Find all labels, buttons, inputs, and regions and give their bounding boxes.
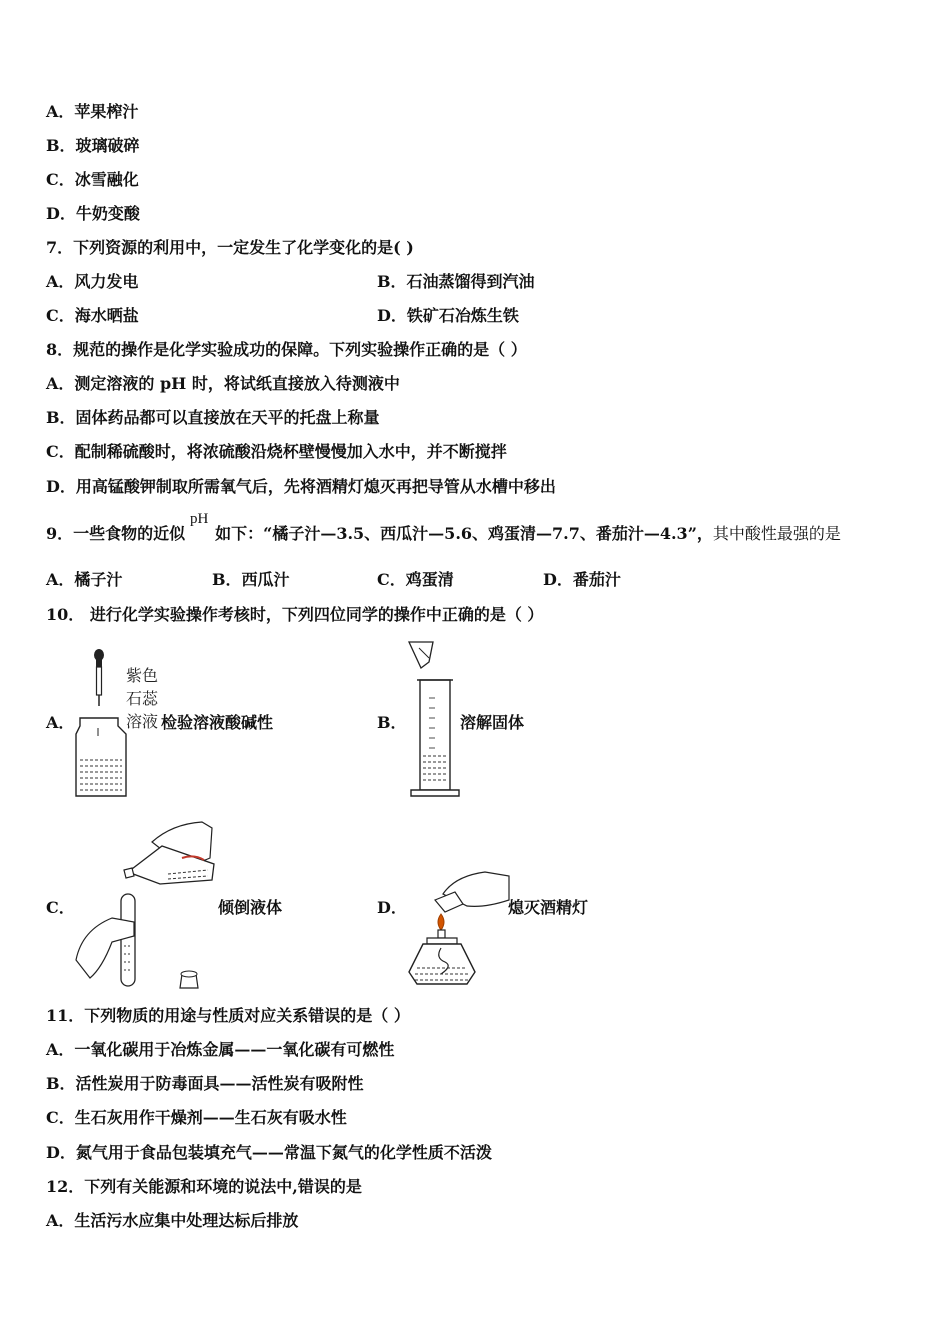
q11-option-c: C．生石灰用作干燥剂——生石灰有吸水性 (46, 1108, 347, 1127)
q11-option-d: D．氮气用于食品包装填充气——常温下氮气的化学性质不活泼 (46, 1143, 492, 1162)
q9-stem-end: 其中酸性最强的是 (712, 524, 841, 543)
dropper-label-line1: 紫色 (126, 666, 159, 685)
q10-a-caption: 检验溶液酸碱性 (161, 713, 274, 732)
q9-option-b: B．西瓜汁 (212, 570, 290, 589)
q7-option-b: B．石油蒸馏得到汽油 (377, 272, 535, 291)
dropper-label-line2: 石蕊 (126, 689, 159, 708)
q11-option-b: B．活性炭用于防毒面具——活性炭有吸附性 (46, 1074, 364, 1093)
q9-option-c: C．鸡蛋清 (377, 570, 454, 589)
q10-c-caption: 倾倒液体 (218, 898, 283, 917)
q6-option-d: D．牛奶变酸 (46, 204, 140, 223)
q8-option-c: C．配制稀硫酸时，将浓硫酸沿烧杯壁慢慢加入水中，并不断搅拌 (46, 442, 507, 461)
q12-stem: 12．下列有关能源和环境的说法中,错误的是 (46, 1177, 362, 1196)
q9-stem-mid: 如下：“橘子汁—3.5、西瓜汁—5.6、鸡蛋清—7.7、番茄汁—4.3”， (215, 524, 713, 543)
q8-option-a: A．测定溶液的 pH 时，将试纸直接放入待测液中 (46, 374, 400, 393)
q9-ph-label: pH (190, 511, 209, 527)
q12-option-a: A．生活污水应集中处理达标后排放 (46, 1211, 299, 1230)
q6-option-c: C．冰雪融化 (46, 170, 139, 189)
q10-c-label: C． (46, 898, 75, 917)
q6-option-a: A．苹果榨汁 (46, 102, 139, 121)
q9-stem (46, 524, 841, 544)
q10-stem: 10． 进行化学实验操作考核时，下列四位同学的操作中正确的是（ ） (46, 605, 544, 624)
dropper-label-line3: 溶液 (126, 712, 159, 731)
q6-option-b: B．玻璃破碎 (46, 136, 140, 155)
q9-option-d: D．番茄汁 (543, 570, 621, 589)
q7-option-c: C．海水晒盐 (46, 306, 139, 325)
q11-option-a: A．一氧化碳用于冶炼金属——一氧化碳有可燃性 (46, 1040, 395, 1059)
q8-option-b: B．固体药品都可以直接放在天平的托盘上称量 (46, 408, 380, 427)
dropper-bottle-figure (72, 648, 172, 800)
q10-d-label: D． (377, 898, 407, 917)
q9-option-a: A．橘子汁 (46, 570, 123, 589)
graduated-cylinder-figure (405, 638, 465, 800)
q7-stem: 7．下列资源的利用中，一定发生了化学变化的是( ) (46, 238, 414, 257)
q10-b-label: B． (377, 713, 407, 732)
q8-option-d: D．用高锰酸钾制取所需氧气后，先将酒精灯熄灭再把导管从水槽中移出 (46, 477, 556, 496)
q9-stem-start: 9．一些食物的近似 (46, 524, 186, 543)
q10-a-label: A． (46, 713, 75, 732)
alcohol-lamp-figure (405, 864, 515, 992)
q8-stem: 8．规范的操作是化学实验成功的保障。下列实验操作正确的是（ ） (46, 340, 527, 359)
q7-option-a: A．风力发电 (46, 272, 139, 291)
q10-d-caption: 熄灭酒精灯 (508, 898, 589, 917)
pouring-liquid-figure (72, 818, 222, 990)
q10-b-caption: 溶解固体 (460, 713, 525, 732)
q11-stem: 11．下列物质的用途与性质对应关系错误的是（ ） (46, 1006, 410, 1025)
q7-option-d: D．铁矿石冶炼生铁 (377, 306, 519, 325)
